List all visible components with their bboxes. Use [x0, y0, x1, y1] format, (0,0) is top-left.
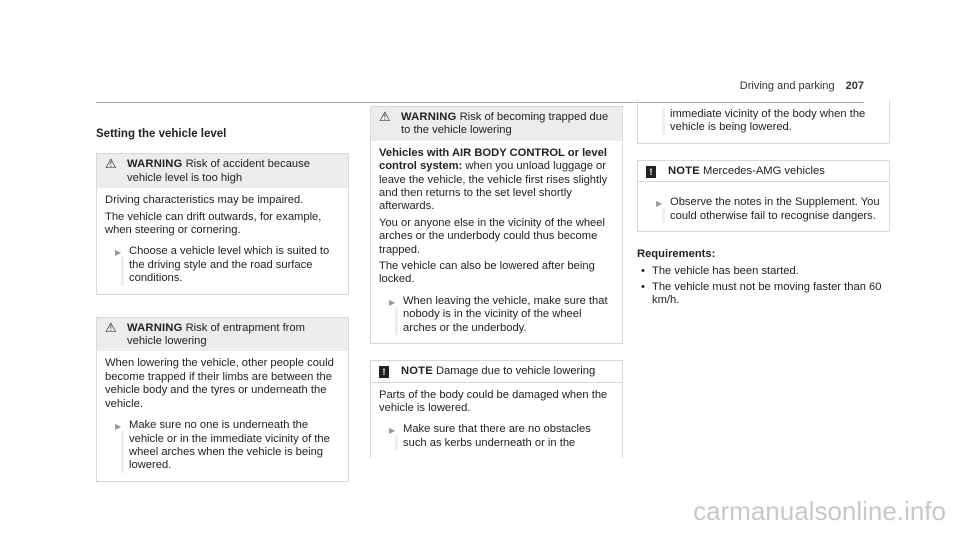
requirements	[637, 248, 890, 308]
bullet-icon: •	[641, 280, 645, 293]
warning-header	[97, 154, 348, 188]
watermark: carmanualsonline.info	[693, 496, 946, 526]
warning-body	[371, 141, 622, 343]
note-label: NOTE	[668, 164, 700, 177]
action-step	[379, 423, 614, 450]
note-body	[371, 382, 622, 459]
action-step	[105, 245, 340, 285]
column-1	[96, 128, 349, 498]
warning-header	[97, 318, 348, 352]
warning-text	[379, 147, 614, 214]
requirements-title: Requirements:	[637, 248, 716, 261]
warning-triangle-icon: ⚠	[105, 319, 117, 335]
warning-heading: Risk of accident because vehicle level is too high	[127, 158, 310, 184]
warning-triangle-icon: ⚠	[379, 109, 391, 124]
vehicle-variant-label: Vehicles with AIR BODY CONTROL or level control system:	[379, 146, 607, 173]
warning-triangle-icon: ⚠	[105, 156, 117, 172]
arrow-right-icon: ▶	[389, 297, 396, 307]
warning-text: The vehicle can also be lowered after being locked.	[379, 260, 595, 286]
note-box-amg	[637, 160, 890, 232]
requirement-text: The vehicle has been started.	[652, 265, 799, 278]
step-text: Make sure that there are no obstacles such as kerbs underneath or in the	[403, 423, 591, 449]
note-body	[638, 181, 889, 231]
page-number: 207	[845, 80, 864, 92]
note-box-damage	[370, 360, 623, 458]
warning-box-trapped	[370, 106, 623, 344]
warning-header	[371, 107, 622, 141]
step-text: Observe the notes in the Supplement. You could otherwise fail to recognise dangers.	[670, 196, 880, 222]
note-heading: Mercedes-AMG vehicles	[703, 164, 825, 177]
note-text: Parts of the body could be damaged when the vehicle is lowered.	[379, 388, 608, 414]
column-3	[637, 100, 890, 310]
warning-box-entrapment	[96, 317, 349, 482]
step-text: Make sure no one is underneath the vehicle or in the immediate vicinity of the wheel arches when the vehicle is being lowered.	[129, 419, 330, 472]
note-body	[638, 100, 889, 143]
warning-text: Driving characteristics may be impaired.	[105, 194, 304, 207]
note-header	[638, 161, 889, 181]
requirement-item	[637, 281, 890, 308]
warning-label: WARNING	[127, 158, 183, 171]
note-box-continued	[637, 100, 890, 144]
note-header	[371, 361, 622, 381]
step-text: Choose a vehicle level which is suited to the driving style and the road surface conditions.	[129, 245, 330, 285]
warning-text: You or anyone else in the vicinity of the wheel arches or the underbody could thus become trapped.	[379, 216, 605, 256]
section-heading: Setting the vehicle level	[96, 128, 227, 140]
arrow-right-icon: ▶	[115, 248, 122, 258]
page-header	[740, 80, 864, 92]
action-step	[646, 196, 881, 223]
action-step	[379, 295, 614, 335]
action-step	[105, 419, 340, 473]
warning-body	[97, 188, 348, 293]
arrow-right-icon: ▶	[656, 199, 663, 209]
step-text: immediate vicinity of the body when the vehicle is being lowered.	[670, 108, 866, 134]
action-step-continued	[646, 108, 881, 135]
warning-heading: Risk of becoming trapped due to the vehicle lowering	[401, 111, 609, 137]
warning-heading: Risk of entrapment from vehicle lowering	[127, 321, 305, 348]
note-exclamation-icon: !	[646, 164, 656, 178]
bullet-icon: •	[641, 265, 645, 278]
warning-text-inline: when you unload luggage or leave the vehicle, the vehicle first rises slightly and then returns to the set level shortly afterwards.	[379, 160, 608, 213]
section-title: Driving and parking	[739, 80, 835, 92]
note-label: NOTE	[401, 365, 433, 378]
step-text: When leaving the vehicle, make sure that nobody is in the vicinity of the wheel arches or the underbody.	[403, 294, 608, 334]
warning-text: When lowering the vehicle, other people could become trapped if their limbs are between the vehicle body and the tyres or underneath the vehicle.	[105, 357, 334, 410]
column-2	[370, 106, 623, 474]
requirement-text: The vehicle must not be moving faster than 60 km/h.	[652, 280, 882, 307]
warning-box-accident	[96, 153, 349, 294]
warning-label: WARNING	[127, 321, 183, 334]
warning-text: The vehicle can drift outwards, for example, when steering or cornering.	[105, 210, 322, 237]
requirement-item	[637, 265, 890, 278]
warning-label: WARNING	[401, 111, 457, 123]
arrow-right-icon: ▶	[389, 426, 396, 436]
warning-body	[97, 351, 348, 480]
arrow-right-icon: ▶	[115, 422, 122, 432]
note-exclamation-icon: !	[379, 364, 389, 378]
note-heading: Damage due to vehicle lowering	[436, 365, 596, 378]
